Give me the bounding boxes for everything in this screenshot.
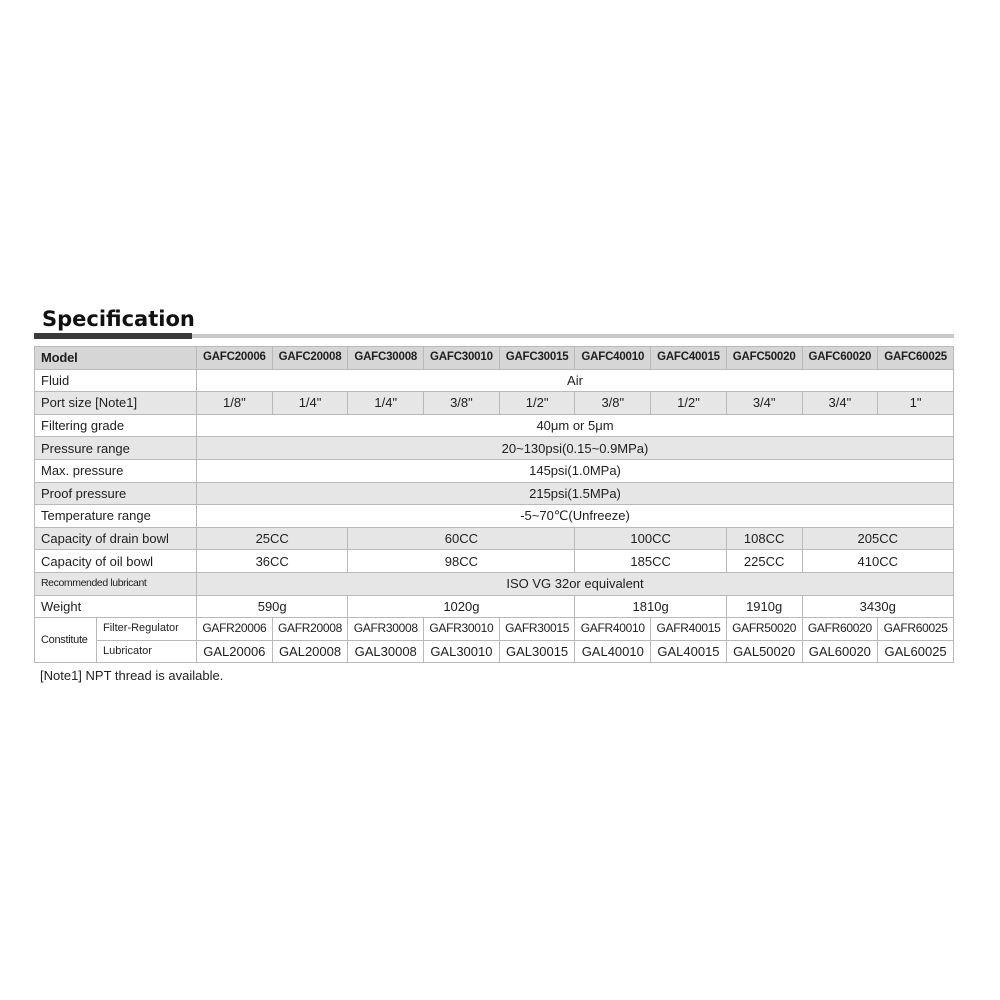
row-label: Port size [Note1] bbox=[35, 392, 197, 415]
drain-bowl-cell: 60CC bbox=[348, 527, 575, 550]
filter-regulator-cell: GAFR20006 bbox=[197, 618, 273, 641]
weight-cell: 590g bbox=[197, 595, 348, 618]
row-label: Capacity of oil bowl bbox=[35, 550, 197, 573]
model-cell: GAFC40010 bbox=[575, 347, 651, 370]
port-size-cell: 3/4" bbox=[726, 392, 802, 415]
row-label: Max. pressure bbox=[35, 459, 197, 482]
drain-bowl-cell: 25CC bbox=[197, 527, 348, 550]
port-size-cell: 1/8" bbox=[197, 392, 273, 415]
model-cell: GAFC40015 bbox=[651, 347, 727, 370]
oil-bowl-cell: 98CC bbox=[348, 550, 575, 573]
title-underline-rule bbox=[192, 334, 954, 338]
drain-bowl-cell: 108CC bbox=[726, 527, 802, 550]
row-label: Filtering grade bbox=[35, 414, 197, 437]
oil-bowl-cell: 36CC bbox=[197, 550, 348, 573]
oil-bowl-cell: 410CC bbox=[802, 550, 954, 573]
row-label: Model bbox=[35, 347, 197, 370]
port-size-cell: 1/4" bbox=[348, 392, 424, 415]
pressure-range-value: 20~130psi(0.15~0.9MPa) bbox=[197, 437, 954, 460]
lubricator-label: Lubricator bbox=[97, 640, 197, 663]
lubricator-cell: GAL40010 bbox=[575, 640, 651, 663]
lubricator-cell: GAL20006 bbox=[197, 640, 273, 663]
model-row bbox=[35, 347, 954, 370]
model-cell: GAFC30015 bbox=[499, 347, 575, 370]
filter-regulator-cell: GAFR40015 bbox=[651, 618, 727, 641]
filter-regulator-cell: GAFR20008 bbox=[272, 618, 348, 641]
filtering-grade-value: 40μm or 5μm bbox=[197, 414, 954, 437]
row-label: Pressure range bbox=[35, 437, 197, 460]
lubricator-cell: GAL50020 bbox=[726, 640, 802, 663]
port-size-cell: 1/4" bbox=[272, 392, 348, 415]
lubricator-cell: GAL30008 bbox=[348, 640, 424, 663]
row-label: Weight bbox=[35, 595, 197, 618]
max-pressure-row bbox=[35, 459, 954, 482]
lubricator-cell: GAL30015 bbox=[499, 640, 575, 663]
model-cell: GAFC50020 bbox=[726, 347, 802, 370]
specification-table bbox=[34, 346, 954, 663]
row-label: Capacity of drain bowl bbox=[35, 527, 197, 550]
filter-regulator-label: Filter-Regulator bbox=[97, 618, 197, 641]
filter-regulator-cell: GAFR30015 bbox=[499, 618, 575, 641]
row-label: Temperature range bbox=[35, 505, 197, 528]
temperature-range-row bbox=[35, 505, 954, 528]
oil-bowl-cell: 185CC bbox=[575, 550, 726, 573]
filter-regulator-cell: GAFR30010 bbox=[424, 618, 500, 641]
model-cell: GAFC30008 bbox=[348, 347, 424, 370]
port-size-cell: 1/2" bbox=[651, 392, 727, 415]
lubricant-value: ISO VG 32or equivalent bbox=[197, 572, 954, 595]
lubricator-cell: GAL30010 bbox=[424, 640, 500, 663]
drain-bowl-row bbox=[35, 527, 954, 550]
filter-regulator-cell: GAFR40010 bbox=[575, 618, 651, 641]
lubricator-cell: GAL20008 bbox=[272, 640, 348, 663]
proof-pressure-value: 215psi(1.5MPa) bbox=[197, 482, 954, 505]
weight-cell: 3430g bbox=[802, 595, 954, 618]
lubricator-cell: GAL40015 bbox=[651, 640, 727, 663]
model-cell: GAFC60020 bbox=[802, 347, 878, 370]
weight-cell: 1910g bbox=[726, 595, 802, 618]
port-size-cell: 3/8" bbox=[424, 392, 500, 415]
temperature-range-value: -5~70℃(Unfreeze) bbox=[197, 505, 954, 528]
filter-regulator-cell: GAFR60025 bbox=[878, 618, 954, 641]
lubricator-cell: GAL60025 bbox=[878, 640, 954, 663]
model-cell: GAFC20006 bbox=[197, 347, 273, 370]
port-size-cell: 1/2" bbox=[499, 392, 575, 415]
fluid-value: Air bbox=[197, 369, 954, 392]
lubricator-row bbox=[35, 640, 954, 663]
constitute-label: Constitute bbox=[35, 618, 97, 663]
row-label: Fluid bbox=[35, 369, 197, 392]
model-cell: GAFC30010 bbox=[424, 347, 500, 370]
fluid-row bbox=[35, 369, 954, 392]
port-size-cell: 3/4" bbox=[802, 392, 878, 415]
filter-regulator-cell: GAFR60020 bbox=[802, 618, 878, 641]
proof-pressure-row bbox=[35, 482, 954, 505]
port-size-cell: 1" bbox=[878, 392, 954, 415]
drain-bowl-cell: 205CC bbox=[802, 527, 954, 550]
oil-bowl-cell: 225CC bbox=[726, 550, 802, 573]
port-size-cell: 3/8" bbox=[575, 392, 651, 415]
row-label: Proof pressure bbox=[35, 482, 197, 505]
pressure-range-row bbox=[35, 437, 954, 460]
weight-row bbox=[35, 595, 954, 618]
title-underline-accent bbox=[34, 333, 192, 339]
lubricator-cell: GAL60020 bbox=[802, 640, 878, 663]
lubricant-row bbox=[35, 572, 954, 595]
weight-cell: 1020g bbox=[348, 595, 575, 618]
filter-regulator-row bbox=[35, 618, 954, 641]
oil-bowl-row bbox=[35, 550, 954, 573]
filter-regulator-cell: GAFR30008 bbox=[348, 618, 424, 641]
model-cell: GAFC60025 bbox=[878, 347, 954, 370]
weight-cell: 1810g bbox=[575, 595, 726, 618]
page-title: Specification bbox=[42, 307, 195, 331]
title-underline bbox=[34, 333, 954, 339]
model-cell: GAFC20008 bbox=[272, 347, 348, 370]
row-label: Recommended lubricant bbox=[35, 572, 197, 595]
filtering-grade-row bbox=[35, 414, 954, 437]
max-pressure-value: 145psi(1.0MPa) bbox=[197, 459, 954, 482]
drain-bowl-cell: 100CC bbox=[575, 527, 726, 550]
filter-regulator-cell: GAFR50020 bbox=[726, 618, 802, 641]
footnote: [Note1] NPT thread is available. bbox=[40, 668, 224, 683]
port-size-row bbox=[35, 392, 954, 415]
